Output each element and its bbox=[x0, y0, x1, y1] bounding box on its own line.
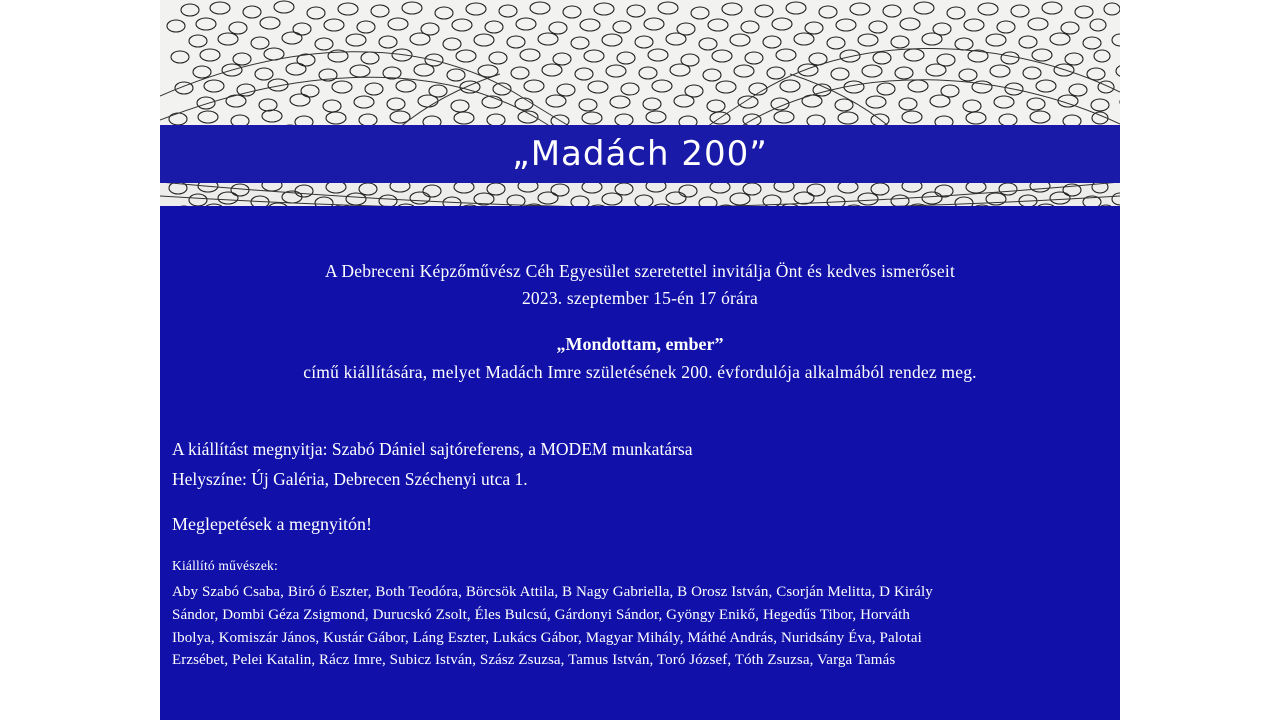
venue: Helyszíne: Új Galéria, Debrecen Széchenyi utca 1. bbox=[172, 469, 528, 490]
artists-line: Erzsébet, Pelei Katalin, Rácz Imre, Subicz István, Szász Zsuzsa, Tamus István, Toró József, Tóth Zsuzsa, Varga Tamás bbox=[172, 652, 896, 669]
artists-line: Sándor, Dombi Géza Zsigmond, Durucskó Zsolt, Éles Bulcsú, Gárdonyi Sándor, Gyöngy Enikő, Hegedűs Tibor, Horváth bbox=[172, 606, 910, 623]
exhibition-subtitle: című kiállítására, melyet Madách Imre születésének 200. évfordulója alkalmából rendez meg. bbox=[303, 362, 977, 382]
left-margin bbox=[0, 0, 160, 720]
poster-title-bar bbox=[160, 125, 1120, 183]
bubble-texture-lower-band bbox=[160, 181, 1120, 208]
bubble-texture-graphic bbox=[160, 0, 1120, 128]
invitation-block bbox=[160, 258, 1120, 312]
invitation-line-1: A Debreceni Képzőművész Céh Egyesület szeretettel invitálja Önt és kedves ismerőseit bbox=[324, 261, 956, 281]
poster-body bbox=[160, 206, 1120, 720]
exhibition-title: „Mondottam, ember” bbox=[556, 334, 724, 354]
page-title: „Madách 200” bbox=[512, 134, 768, 174]
bubble-texture-graphic-lower bbox=[160, 181, 1120, 208]
artists-heading: Kiállító művészek: bbox=[172, 558, 278, 573]
poster bbox=[160, 0, 1120, 720]
right-margin bbox=[1120, 0, 1280, 720]
surprise-note: Meglepetések a megnyitón! bbox=[172, 514, 372, 534]
invitation-line-2: 2023. szeptember 15-én 17 órára bbox=[521, 288, 759, 309]
details-block bbox=[172, 434, 1102, 494]
artists-list bbox=[172, 581, 1102, 672]
artists-line: Aby Szabó Csaba, Biró ó Eszter, Both Teodóra, Börcsök Attila, B Nagy Gabriella, B Orosz István, Csorján Melitta, D Király bbox=[172, 584, 933, 600]
bubble-texture-top-band bbox=[160, 0, 1120, 128]
opening-speaker: A kiállítást megnyitja: Szabó Dániel sajtóreferens, a MODEM munkatársa bbox=[172, 439, 693, 459]
artists-line: Ibolya, Komiszár János, Kustár Gábor, Láng Eszter, Lukács Gábor, Magyar Mihály, Máthé András, Nuridsány Éva, Palotai bbox=[172, 629, 922, 646]
